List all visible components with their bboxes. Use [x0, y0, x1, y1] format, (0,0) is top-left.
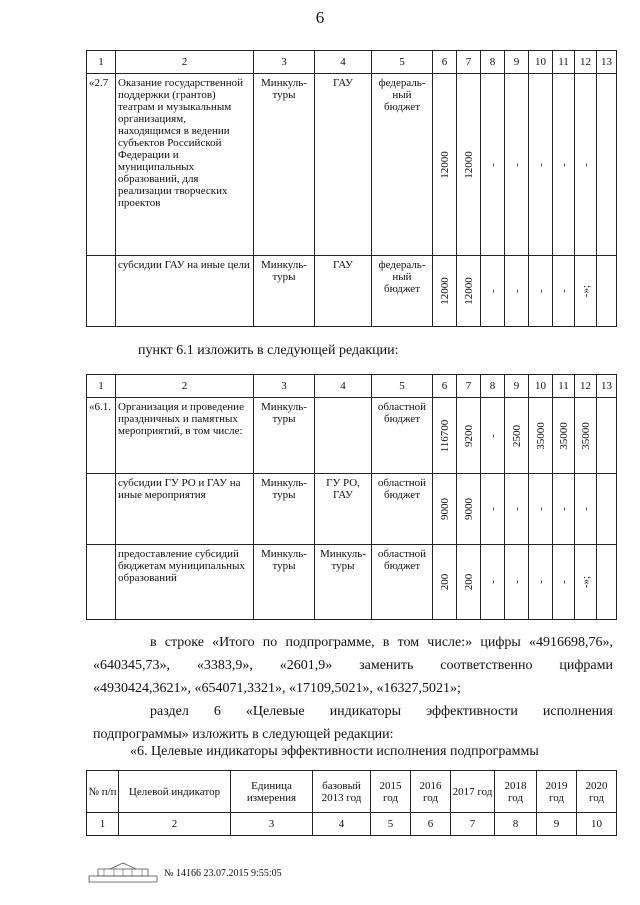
row-number	[87, 256, 116, 327]
header-cell: 12	[575, 375, 597, 398]
participant: ГАУ	[315, 74, 372, 256]
section-title: «6. Целевые индикаторы эффективности исполнения подпрограммы	[130, 744, 539, 759]
budget-table-2	[86, 374, 617, 620]
header-cell: Целевой индикатор	[119, 771, 231, 813]
value-cell: -	[579, 162, 592, 167]
header-cell: 13	[597, 375, 617, 398]
header-cell: 2018 год	[495, 771, 537, 813]
funding-source: областной бюджет	[372, 474, 433, 545]
value-cell: -	[486, 433, 499, 438]
funding-source: федераль-ный бюджет	[372, 74, 433, 256]
header-cell: 9	[505, 51, 529, 74]
header-cell: 5	[372, 51, 433, 74]
row-number	[87, 545, 116, 620]
activity-name: предоставление субсидий бюджетам муниципальных образований	[116, 545, 254, 620]
executor: Минкуль-туры	[254, 474, 315, 545]
value-cell: -	[510, 507, 523, 511]
column-number: 8	[495, 813, 537, 836]
value-cell: 35000	[579, 421, 592, 450]
header-cell: 2	[116, 51, 254, 74]
row-number: «6.1.	[87, 398, 116, 474]
header-cell: 7	[457, 51, 481, 74]
value-cell: 9000	[438, 498, 451, 520]
column-number: 4	[313, 813, 371, 836]
header-cell: 9	[505, 375, 529, 398]
column-number: 5	[371, 813, 411, 836]
row-number: «2.7	[87, 74, 116, 256]
header-cell: 7	[457, 375, 481, 398]
column-number: 9	[537, 813, 577, 836]
header-cell: 1	[87, 375, 116, 398]
table-row	[87, 256, 617, 327]
value-cell: -	[557, 580, 570, 584]
value-cell: -	[510, 162, 523, 167]
document-number-timestamp: № 14166 23.07.2015 9:55:05	[164, 867, 282, 879]
column-number: 3	[231, 813, 313, 836]
executor: Минкуль-туры	[254, 74, 315, 256]
value-cell: -	[534, 289, 547, 293]
column-number: 7	[451, 813, 495, 836]
indicators-table	[86, 770, 617, 836]
value-cell: -	[510, 289, 523, 293]
header-cell: 2020 год	[577, 771, 617, 813]
value-cell: 35000	[534, 421, 547, 450]
instruction-text: пункт 6.1 изложить в следующей редакции:	[138, 343, 399, 358]
header-cell: 2	[116, 375, 254, 398]
participant: ГУ РО, ГАУ	[315, 474, 372, 545]
budget-table-1	[86, 50, 617, 327]
value-cell: -	[534, 162, 547, 167]
column-number: 10	[577, 813, 617, 836]
value-cell: 12000	[438, 150, 451, 179]
instruction-line: подпрограммы» изложить в следующей редакции:	[93, 727, 394, 742]
table-header-row	[87, 375, 617, 398]
instruction-line: «4930424,3621», «654071,3321», «17109,5021», «16327,5021»;	[93, 681, 461, 696]
table-row	[87, 74, 617, 256]
header-cell: 13	[597, 51, 617, 74]
row-number	[87, 474, 116, 545]
value-cell: -»;	[579, 575, 592, 589]
instruction-line: «640345,73», «3383,9», «2601,9» заменить соответственно цифрами	[93, 658, 613, 673]
document-stamp	[88, 862, 282, 884]
value-cell: -	[579, 507, 592, 511]
executor: Минкуль-туры	[254, 398, 315, 474]
funding-source: областной бюджет	[372, 398, 433, 474]
participant	[315, 398, 372, 474]
value-cell: 35000	[557, 421, 570, 450]
value-cell: -	[557, 507, 570, 511]
column-number: 1	[87, 813, 119, 836]
instruction-line: в строке «Итого по подпрограмме, в том числе:» цифры «4916698,76»,	[150, 635, 613, 650]
value-cell: -	[557, 162, 570, 167]
registry-logo-icon	[88, 862, 158, 884]
value-cell: -	[486, 580, 499, 584]
activity-name: субсидии ГУ РО и ГАУ на иные мероприятия	[116, 474, 254, 545]
value-cell: -	[510, 580, 523, 584]
value-cell: 200	[462, 573, 475, 591]
value-cell: -	[486, 507, 499, 511]
value-cell: 12000	[462, 277, 475, 305]
header-cell: 2016 год	[411, 771, 451, 813]
table-header-row	[87, 771, 617, 813]
header-cell: 3	[254, 51, 315, 74]
value-cell: -»;	[579, 284, 592, 298]
activity-name: Оказание государственной поддержки (грантов) театрам и музыкальным организациям, находящимся в ведении субъектов Российской Федерации и муниципальных образований, для реализации творческих проектов	[116, 74, 254, 256]
column-number: 6	[411, 813, 451, 836]
header-cell: 11	[553, 375, 575, 398]
header-cell: 3	[254, 375, 315, 398]
header-cell: 4	[315, 51, 372, 74]
value-cell: 2500	[510, 424, 523, 447]
value-cell: -	[486, 162, 499, 167]
header-cell: 11	[553, 51, 575, 74]
table-row	[87, 545, 617, 620]
funding-source: областной бюджет	[372, 545, 433, 620]
header-cell: базовый 2013 год	[313, 771, 371, 813]
header-cell: 2019 год	[537, 771, 577, 813]
column-number-row	[87, 813, 617, 836]
column-number: 2	[119, 813, 231, 836]
value-cell: 12000	[462, 150, 475, 179]
value-cell: 9000	[462, 498, 475, 520]
header-cell: 5	[372, 375, 433, 398]
value-cell: -	[534, 580, 547, 584]
header-cell: № п/п	[87, 771, 119, 813]
value-cell: -	[557, 289, 570, 293]
value-cell: 200	[438, 573, 451, 591]
funding-source: федераль-ный бюджет	[372, 256, 433, 327]
value-cell: -	[486, 289, 499, 293]
header-cell: 12	[575, 51, 597, 74]
header-cell: 6	[433, 51, 457, 74]
header-cell: 8	[481, 375, 505, 398]
executor: Минкуль-туры	[254, 545, 315, 620]
header-cell: 1	[87, 51, 116, 74]
table-row	[87, 398, 617, 474]
value-cell: 116700	[438, 419, 451, 452]
value-cell: -	[534, 507, 547, 511]
activity-name: Организация и проведение праздничных и памятных мероприятий, в том числе:	[116, 398, 254, 474]
participant: Минкуль-туры	[315, 545, 372, 620]
participant: ГАУ	[315, 256, 372, 327]
table-row	[87, 474, 617, 545]
activity-name: субсидии ГАУ на иные цели	[116, 256, 254, 327]
header-cell: 6	[433, 375, 457, 398]
header-cell: 10	[529, 51, 553, 74]
header-cell: 2017 год	[451, 771, 495, 813]
value-cell: 12000	[438, 277, 451, 305]
header-cell: 10	[529, 375, 553, 398]
executor: Минкуль-туры	[254, 256, 315, 327]
header-cell: 8	[481, 51, 505, 74]
value-cell: 9200	[462, 424, 475, 447]
header-cell: Единица измерения	[231, 771, 313, 813]
header-cell: 2015 год	[371, 771, 411, 813]
table-header-row	[87, 51, 617, 74]
page-number: 6	[315, 8, 325, 27]
instruction-line: раздел 6 «Целевые индикаторы эффективности исполнения	[150, 704, 613, 719]
header-cell: 4	[315, 375, 372, 398]
